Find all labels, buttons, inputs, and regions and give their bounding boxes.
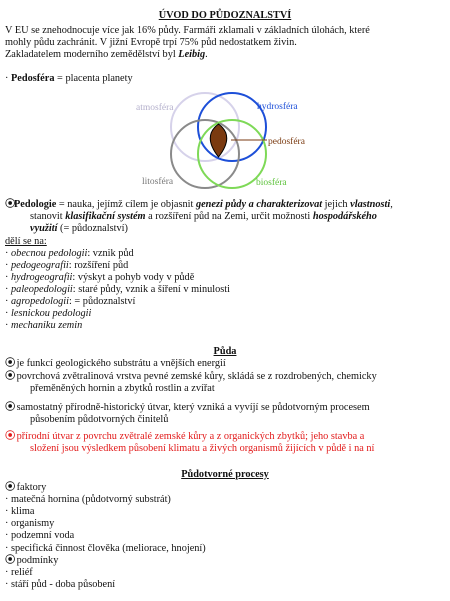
deli-se-heading: dělí se na: — [5, 236, 47, 247]
division-desc: : výskyt a pohyb vody v půdě — [72, 272, 195, 283]
faktor-item: · specifická činnost člověka (meliorace, hnojení) — [5, 543, 206, 554]
podminka-item: · reliéf — [5, 567, 33, 578]
pedologie-text-1: = nauka, jejímž cílem je objasnit — [56, 199, 196, 210]
pedologie-text-6: (= půdoznalství) — [57, 223, 128, 234]
target-bullet-icon: ⦿ — [5, 402, 16, 413]
intro-founder-name: Leibig — [178, 49, 206, 60]
pedologie-emph-5: využití — [30, 223, 58, 234]
intro-line-3 — [5, 49, 208, 61]
litosfera-label: litosféra — [142, 177, 174, 187]
podminky-label: podmínky — [16, 555, 59, 566]
division-desc: : staré půdy, vznik a šíření v minulosti — [72, 284, 230, 295]
faktor-item: · organismy — [5, 518, 55, 529]
target-bullet-icon: ⦿ — [5, 358, 16, 369]
pedologie-text-3: , — [390, 199, 393, 210]
pedologie-emph-1: genezi půdy a charakterizovat — [195, 199, 323, 210]
puda-item-text: samostatný přírodně-historický útvar, který vzniká a vyvíjí se půdotvorným procesem — [16, 402, 370, 413]
puda-item-continuation: přeměněných hornin a zbytků rostlin a zvířat — [30, 383, 215, 394]
atmosfera-label: atmosféra — [136, 103, 174, 113]
pedologie-text-5: a rozšíření půd na Zemi, určit možnosti — [145, 211, 313, 222]
faktor-item: · klima — [5, 506, 35, 517]
division-item: · hydrogeografii: výskyt a pohyb vody v půdě — [5, 272, 195, 283]
puda-item-text: povrchová zvětralinová vrstva pevné zemské kůry, skládá se z rozdrobených, chemicky — [16, 371, 377, 382]
puda-heading: Půda — [213, 346, 237, 357]
division-term: lesnickou pedologii — [11, 308, 92, 319]
pedologie-term: Pedologie — [14, 199, 57, 210]
faktory-item — [5, 482, 46, 494]
division-item: · paleopedologii: staré půdy, vznik a šíření v minulosti — [5, 284, 230, 295]
pedologie-text-4: stanovit — [30, 211, 66, 222]
faktor-item: · podzemní voda — [5, 530, 75, 541]
target-bullet-icon: ⦿ — [5, 555, 16, 566]
division-desc: : rozšíření půd — [68, 260, 129, 271]
division-item: · agropedologii: = půdoznalství — [5, 296, 136, 307]
faktor-text: klima — [11, 506, 35, 517]
podminka-text: stáří půd - doba působení — [11, 579, 116, 590]
puda-item — [5, 358, 226, 370]
pedosfera-def: = placenta planety — [54, 73, 133, 84]
procesy-heading: Půdotvorné procesy — [181, 469, 269, 480]
intro-line-1: V EU se znehodnocuje více jak 16% půdy. Farmáři zklamali v základních úlohách, které — [5, 25, 370, 36]
puda-item — [5, 371, 377, 383]
division-item: · lesnickou pedologii — [5, 308, 92, 319]
intro-line-2: mohly půdu zachránit. V jižní Evropě trpí 75% půd nedostatkem živin. — [5, 37, 297, 48]
podminka-item: · stáří půd - doba působení — [5, 579, 116, 590]
target-bullet-icon: ⦿ — [5, 371, 16, 382]
division-term: mechaniku zemin — [11, 320, 83, 331]
spheres-venn-diagram — [0, 88, 450, 198]
hydrosfera-circle — [198, 93, 266, 161]
division-term: paleopedologii — [11, 284, 73, 295]
division-term: obecnou pedologii — [11, 248, 88, 259]
intro-end: . — [205, 49, 208, 60]
intro-founder-prefix: Zakladatelem moderního zemědělství byl — [5, 49, 179, 60]
faktor-text: podzemní voda — [11, 530, 75, 541]
puda-item-red — [5, 431, 364, 443]
faktor-item: · matečná hornina (půdotvorný substrát) — [5, 494, 171, 505]
faktor-text: organismy — [11, 518, 55, 529]
pedosfera-bullet: · — [5, 73, 12, 84]
division-term: agropedologii — [11, 296, 69, 307]
puda-item — [5, 402, 370, 414]
faktor-text: specifická činnost člověka (meliorace, hnojení) — [11, 543, 206, 554]
atmosfera-circle — [171, 93, 239, 161]
pedologie-line-2 — [30, 211, 377, 223]
puda-item-continuation: působením půdotvorných činitelů — [30, 414, 169, 425]
division-term: hydrogeografii — [11, 272, 73, 283]
target-bullet-icon: ⦿ — [5, 482, 16, 493]
puda-item-text: je funkcí geologického substrátu a vnějších energií — [16, 358, 226, 369]
faktor-text: matečná hornina (půdotvorný substrát) — [11, 494, 171, 505]
biosfera-label: biosféra — [256, 178, 287, 188]
division-term: pedogeografii — [11, 260, 69, 271]
litosfera-circle — [171, 120, 239, 188]
pedologie-text-2: jejich — [322, 199, 351, 210]
pedologie-line-3 — [30, 223, 128, 235]
division-desc: : = půdoznalství — [68, 296, 136, 307]
podminky-item — [5, 555, 58, 567]
puda-item-red-continuation: složení jsou výsledkem působení klimatu a živých organismů žijících v půdě i na ní — [30, 443, 375, 454]
pedologie-emph-2: vlastnosti — [350, 199, 391, 210]
target-bullet-icon: ⦿ — [5, 431, 16, 442]
hydrosfera-label: hydrosféra — [257, 102, 298, 112]
pedologie-line-1 — [5, 199, 393, 211]
pedosfera-term: Pedosféra — [11, 73, 55, 84]
division-item: · mechaniku zemin — [5, 320, 83, 331]
faktory-label: faktory — [16, 482, 47, 493]
division-desc: : vznik půd — [87, 248, 134, 259]
podminka-text: reliéf — [11, 567, 33, 578]
pedologie-emph-3: klasifikační systém — [65, 211, 146, 222]
division-item: · obecnou pedologii: vznik půd — [5, 248, 134, 259]
pedosfera-line — [5, 73, 133, 85]
pedosfera-intersection — [210, 124, 227, 157]
target-bullet-icon: ⦿ — [5, 199, 16, 210]
puda-item-text: přírodní útvar z povrchu zvětralé zemské kůry a z organických zbytků; jeho stavba a — [16, 431, 365, 442]
document-title: ÚVOD DO PŮDOZNALSTVÍ — [158, 10, 292, 21]
pedosfera-label: pedosféra — [268, 137, 305, 147]
pedologie-emph-4: hospodářského — [312, 211, 377, 222]
division-item: · pedogeografii: rozšíření půd — [5, 260, 129, 271]
